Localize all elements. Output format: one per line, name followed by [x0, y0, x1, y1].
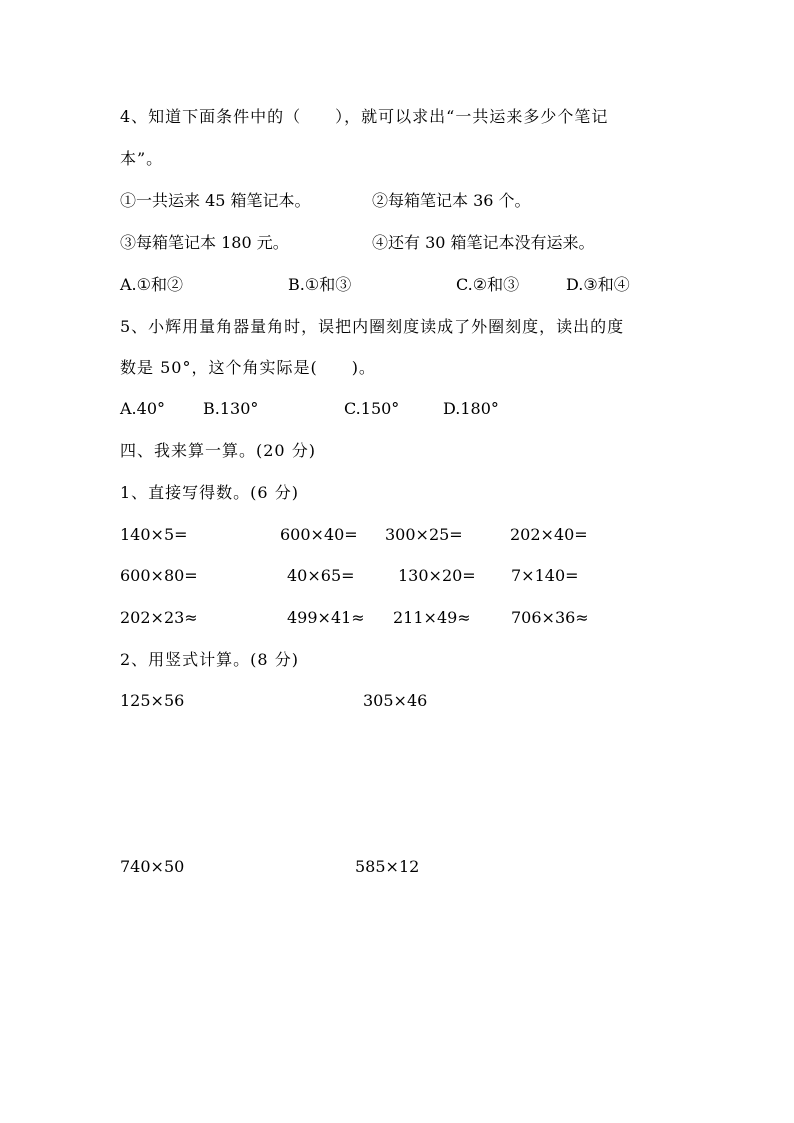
q4-condition-2: ②每箱笔记本 36 个。: [372, 191, 531, 210]
calc-r3-c2: 499×41≈: [287, 608, 365, 627]
calc-r3-c3: 211×49≈: [393, 608, 471, 627]
q5-stem-line1: 5、小辉用量角器量角时，误把内圈刻度读成了外圈刻度，读出的度: [120, 317, 625, 336]
q5-option-a: A.40°: [120, 399, 165, 418]
q4-stem-line2: 本”。: [120, 149, 164, 168]
calc-r1-c1: 140×5=: [120, 525, 188, 544]
vertical-calc-4: 585×12: [355, 857, 420, 876]
q5-option-d: D.180°: [443, 399, 499, 418]
calc-r2-c4: 7×140=: [511, 566, 579, 585]
q4-condition-1: ①一共运来 45 箱笔记本。: [120, 191, 311, 210]
q4-condition-3: ③每箱笔记本 180 元。: [120, 233, 289, 252]
q4-option-c: C.②和③: [456, 275, 520, 294]
calc-r3-c1: 202×23≈: [120, 608, 198, 627]
q4-option-b: B.①和③: [288, 275, 352, 294]
q4-option-a: A.①和②: [120, 275, 183, 294]
calc-r2-c3: 130×20=: [398, 566, 476, 585]
q4-condition-4: ④还有 30 箱笔记本没有运来。: [372, 233, 595, 252]
vertical-calc-3: 740×50: [120, 857, 185, 876]
part2-title: 2、用竖式计算。(8 分): [120, 650, 299, 669]
vertical-calc-1: 125×56: [120, 691, 185, 710]
q4-option-d: D.③和④: [566, 275, 630, 294]
section4-title: 四、我来算一算。(20 分): [120, 441, 316, 460]
part1-title: 1、直接写得数。(6 分): [120, 483, 299, 502]
calc-r2-c1: 600×80=: [120, 566, 198, 585]
vertical-calc-2: 305×46: [363, 691, 428, 710]
q5-option-c: C.150°: [344, 399, 400, 418]
q5-option-b: B.130°: [203, 399, 259, 418]
calc-r1-c3: 300×25=: [385, 525, 463, 544]
calc-r1-c2: 600×40=: [280, 525, 358, 544]
calc-r1-c4: 202×40=: [510, 525, 588, 544]
q5-stem-line2: 数是 50°，这个角实际是( )。: [120, 358, 376, 377]
q4-stem-line1: 4、知道下面条件中的（ ），就可以求出“一共运来多少个笔记: [120, 107, 609, 126]
calc-r2-c2: 40×65=: [287, 566, 355, 585]
calc-r3-c4: 706×36≈: [511, 608, 589, 627]
